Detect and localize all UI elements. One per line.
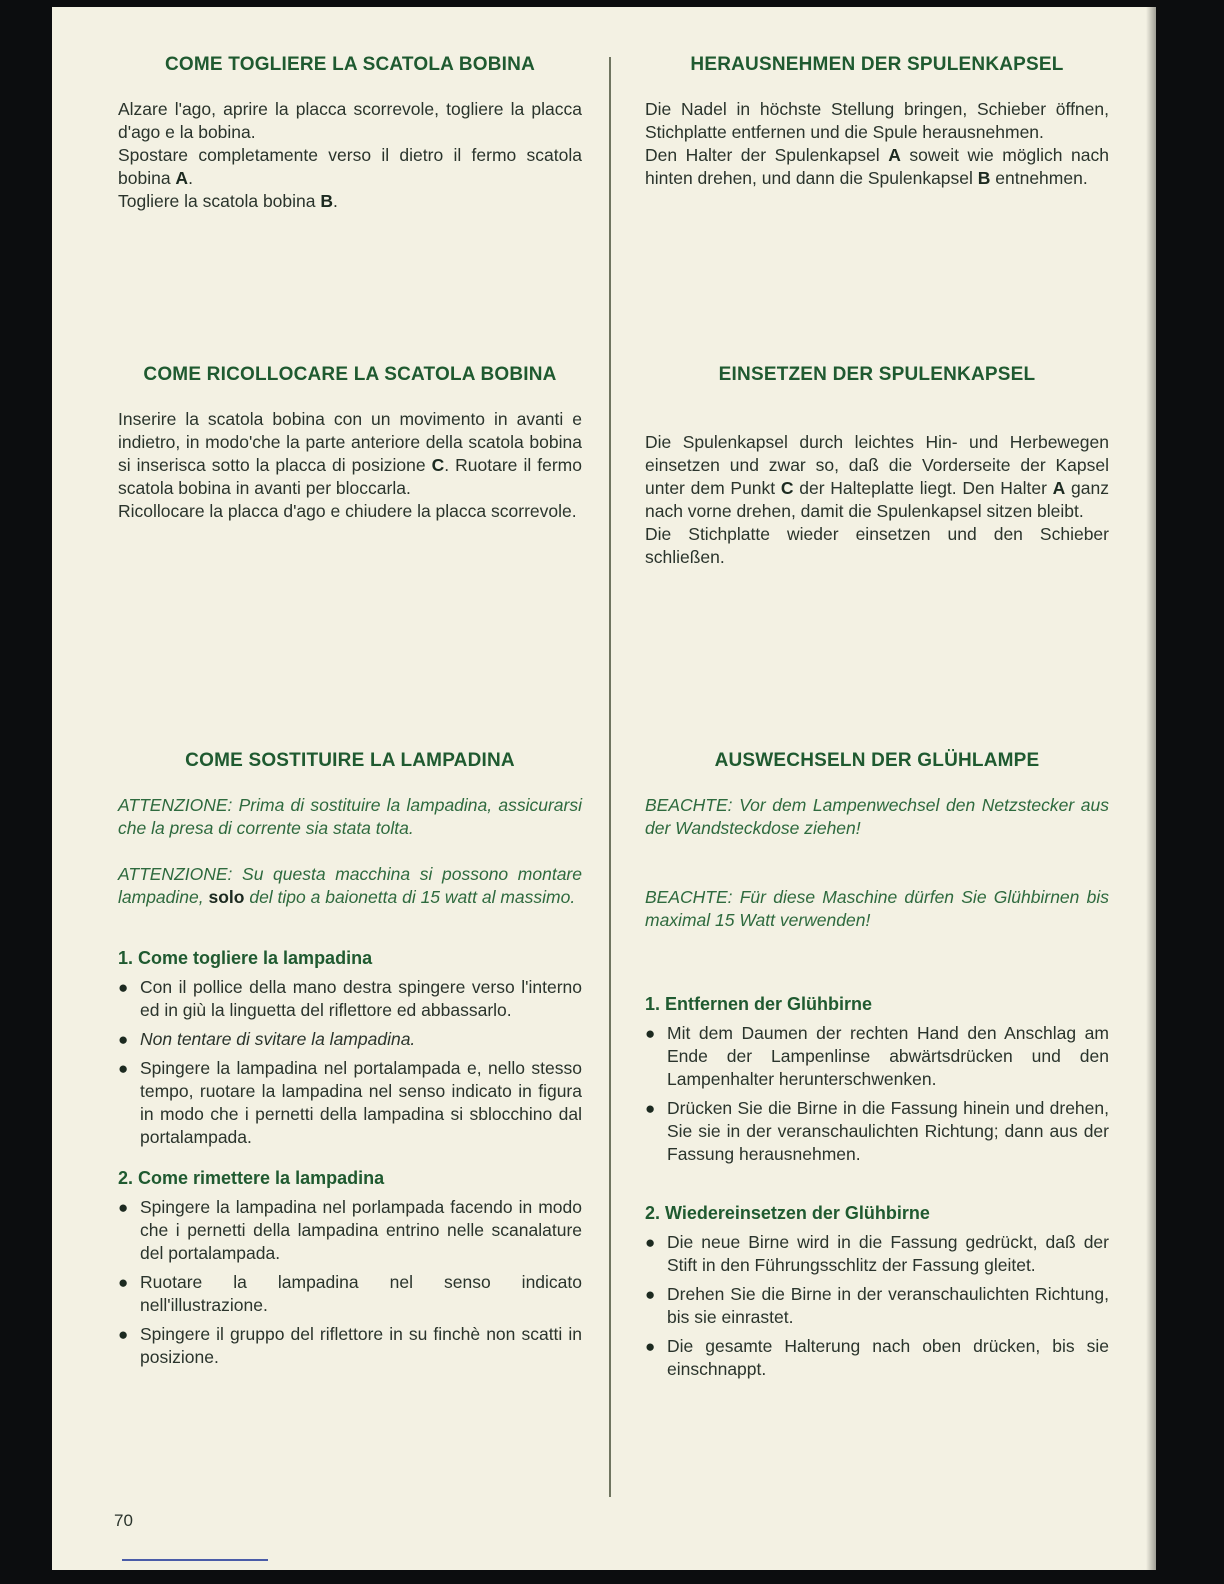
- paragraph: Die Spulenkapsel durch leichtes Hin- und Herbewegen einsetzen und zwar so, daß die Vorderseite der Kapsel unter dem Punkt C der Halteplatte liegt. Den Halter A ganz nach vorne drehen, damit die Spulenkapsel sitzen bleibt.: [645, 432, 1109, 521]
- section-remove-bobbin-case-it: [118, 53, 582, 213]
- subsection-title: 2. Wiedereinsetzen der Glühbirne: [645, 1203, 930, 1223]
- list-item: ● Die gesamte Halterung nach oben drücken, bis sie einschnappt.: [645, 1336, 1109, 1379]
- list-item: ● Spingere il gruppo del riflettore in su finchè non scatti in posizione.: [118, 1324, 582, 1367]
- paragraph: Alzare l'ago, aprire la placca scorrevole, togliere la placca d'ago e la bobina.: [118, 99, 582, 142]
- list-item: ● Drehen Sie die Birne in der veranschaulichten Richtung, bis sie einrastet.: [645, 1284, 1109, 1327]
- bullet-icon: ●: [118, 1273, 129, 1292]
- paragraph: Ricollocare la placca d'ago e chiudere la placca scorrevole.: [118, 501, 577, 521]
- section-insert-bobbin-case-de: [645, 363, 1109, 569]
- label-b: B: [320, 191, 333, 211]
- section-body: [645, 431, 1109, 569]
- warning-text: ATTENZIONE: Su questa macchina si possono montare lampadine, solo del tipo a baionetta di 15 watt al massimo.: [118, 864, 582, 907]
- section-title: COME TOGLIERE LA SCATOLA BOBINA: [164, 54, 536, 75]
- bullet-icon: ●: [645, 1233, 656, 1252]
- list-item: ● Con il pollice della mano destra spingere verso l'interno ed in giù la linguetta del riflettore ed abbassarlo.: [118, 977, 582, 1020]
- section-title: COME SOSTITUIRE LA LAMPADINA: [185, 750, 515, 771]
- scan-mark: [122, 1559, 268, 1561]
- subsection-title: 2. Come rimettere la lampadina: [118, 1168, 385, 1188]
- section-replace-bulb-it: [118, 749, 582, 1387]
- paragraph: Inserire la scatola bobina con un movimento in avanti e indietro, in modo'che la parte anteriore della scatola bobina si inserisca sotto la placca di posizione C. Ruotare il fermo scatola bobina in avanti per bloccarla.: [118, 409, 582, 498]
- bullet-icon: ●: [118, 978, 129, 997]
- bullet-icon: ●: [118, 1030, 129, 1049]
- label-c: C: [431, 455, 445, 475]
- warning-text: BEACHTE: Für diese Maschine dürfen Sie Glühbirnen bis maximal 15 Watt verwenden!: [645, 887, 1109, 930]
- list-item: ● Ruotare la lampadina nel senso indicato nell'illustrazione.: [118, 1272, 582, 1315]
- bullet-icon: ●: [118, 1325, 129, 1344]
- warning-text: ATTENZIONE: Prima di sostituire la lampadina, assicurarsi che la presa di corrente sia stata tolta.: [118, 795, 582, 838]
- list-item: ● Mit dem Daumen der rechten Hand den Anschlag am Ende der Lampenlinse abwärtsdrücken und den Lampenhalter herunterschwenken.: [645, 1023, 1109, 1089]
- instruction-list: [118, 1196, 582, 1369]
- section-body: [645, 794, 1109, 1381]
- list-item: ● Non tentare di svitare la lampadina.: [118, 1029, 416, 1049]
- label-a: A: [175, 168, 189, 188]
- instruction-list: [645, 1231, 1109, 1381]
- section-replace-bobbin-case-it: [118, 363, 582, 523]
- label-a: A: [1052, 478, 1066, 498]
- bullet-icon: ●: [645, 1337, 656, 1356]
- manual-page: [52, 7, 1156, 1570]
- list-item: ● Spingere la lampadina nel portalampada e, nello stesso tempo, ruotare la lampadina nel senso indicato in figura in modo che i pernetti della lampadina si sblocchino dal portalampada.: [118, 1058, 582, 1147]
- section-title: AUSWECHSELN DER GLÜHLAMPE: [714, 750, 1040, 771]
- subsection-title: 1. Entfernen der Glühbirne: [645, 994, 873, 1014]
- label-b: B: [977, 168, 991, 188]
- section-body: [118, 408, 582, 523]
- paragraph: Die Nadel in höchste Stellung bringen, Schieber öffnen, Stichplatte entfernen und die Spule herausnehmen.: [645, 99, 1109, 142]
- list-item: ● Die neue Birne wird in die Fassung gedrückt, daß der Stift in den Führungsschlitz der Fassung gleitet.: [645, 1232, 1109, 1275]
- bullet-icon: ●: [645, 1285, 656, 1304]
- section-body: [118, 98, 582, 213]
- bullet-icon: ●: [118, 1059, 129, 1078]
- bullet-icon: ●: [645, 1024, 656, 1043]
- paragraph: Den Halter der Spulenkapsel A soweit wie möglich nach hinten drehen, und dann die Spulenkapsel B entnehmen.: [645, 145, 1109, 188]
- label-a: A: [888, 145, 901, 165]
- instruction-list: [645, 1022, 1109, 1166]
- section-title: EINSETZEN DER SPULENKAPSEL: [718, 364, 1036, 385]
- section-replace-bulb-de: [645, 749, 1109, 1399]
- label-c: C: [780, 478, 794, 498]
- section-remove-bobbin-case-de: [645, 53, 1109, 190]
- paragraph: Spostare completamente verso il dietro il fermo scatola bobina A.: [118, 145, 582, 188]
- instruction-list: [118, 976, 582, 1149]
- section-title: COME RICOLLOCARE LA SCATOLA BOBINA: [143, 364, 557, 385]
- section-title: HERAUSNEHMEN DER SPULENKAPSEL: [690, 54, 1064, 75]
- column-divider: [609, 57, 611, 1497]
- page-edge-shadow: [1146, 7, 1156, 1570]
- subsection-title: 1. Come togliere la lampadina: [118, 948, 373, 968]
- page-number: 70: [114, 1511, 133, 1530]
- bullet-icon: ●: [645, 1099, 656, 1118]
- list-item: ● Drücken Sie die Birne in die Fassung hinein und drehen, Sie sie in der veranschaulichten Richtung; dann aus der Fassung herausnehmen.: [645, 1098, 1109, 1164]
- paragraph: Togliere la scatola bobina B.: [118, 191, 338, 211]
- paragraph: Die Stichplatte wieder einsetzen und den Schieber schließen.: [645, 524, 1109, 567]
- list-item: ● Spingere la lampadina nel porlampada facendo in modo che i pernetti della lampadina entrino nelle scanalature del portalampada.: [118, 1197, 582, 1263]
- bullet-icon: ●: [118, 1198, 129, 1217]
- warning-text: BEACHTE: Vor dem Lampenwechsel den Netzstecker aus der Wandsteckdose ziehen!: [645, 795, 1109, 838]
- section-body: [118, 794, 582, 1369]
- section-body: [645, 98, 1109, 190]
